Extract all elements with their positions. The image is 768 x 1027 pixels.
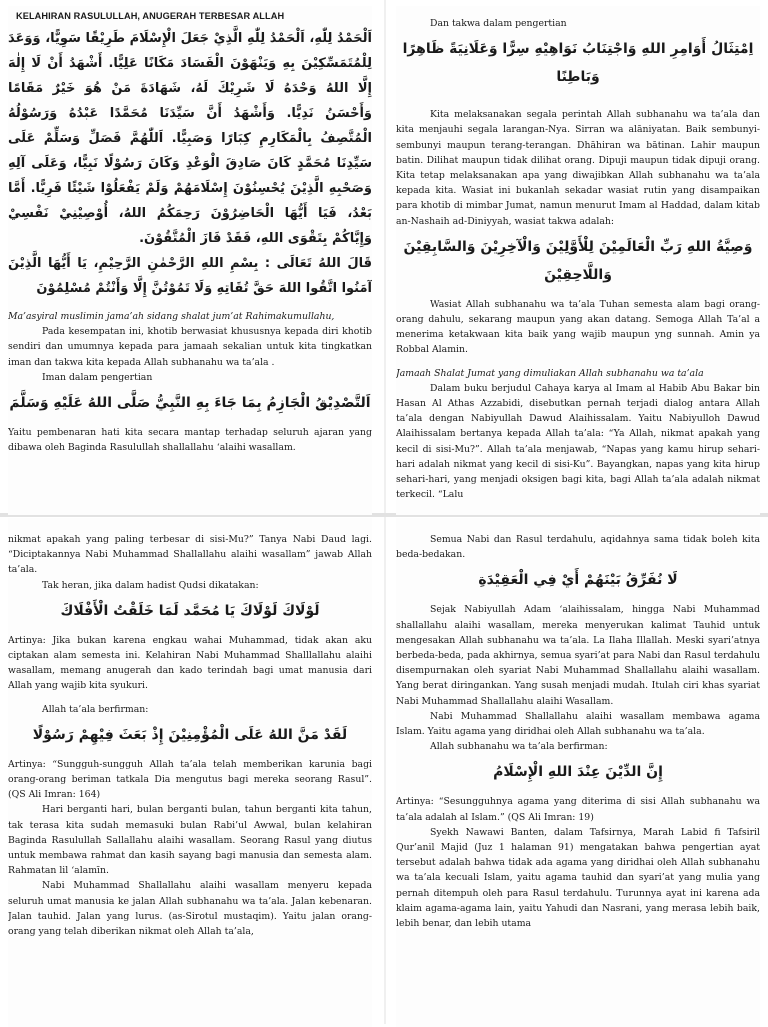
paragraph: Nabi Muhammad Shallallahu alaihi wasallam menyeru kepada seluruh umat manusia ke jalan Allah subhanahu wa ta’ala. Jalan kebenaran. Jalan tauhid. Jalan yang lurus. (as-Sirotul mustaqim). Yaitu jalan orang-orang yang telah diberikan nikmat oleh Allah ta’ala, bbox=[8, 880, 372, 938]
allah-berfirman-label: Allah ta’ala berfirman: bbox=[42, 703, 149, 715]
arabic-verse: إِنَّ الدِّيْنَ عِنْدَ اللهِ الْإِسْلَامُ bbox=[493, 764, 663, 781]
paragraph: Kita melaksanakan segala perintah Allah subhanahu wa ta’ala dan kita menjauhi segala larangan-Nya. Sirran wa alāniyatan. Baik sembunyi-sembunyi maupun terang-terangan. Dhāhiran wa bātinan. Lahir maupun batin. Dilihat maupun tidak dilihat orang. Dipuji maupun tidak dipuji orang. Kita tetap melaksanakan apa yang diwajibkan Allah subhanahu wa ta’ala kepada kita. Wasiat ini bukanlah sekadar wasiat rutin yang disampaikan para khotib di mimbar Jumat, namun menurut Imam al Haddad, dalam kitab an-Nashaih ad-Diniyyah, wasiat takwa adalah: bbox=[396, 109, 760, 227]
paragraph: Artinya: Jika bukan karena engkau wahai Muhammad, tidak akan aku ciptakan alam semesta ini. Kelahiran Nabi Muhammad Shalllallahu alaihi wasallam, memang anugerah dan kado terindah bagi umat manusia dari Allah yang wajib kita syukuri. bbox=[8, 634, 372, 692]
arabic-verse: قَالَ اللهُ تَعَالَى : بِسْمِ اللهِ الرَّحْمٰنِ الرَّحِيْمِ، يَا أَيُّهَا الَّذِيْنَ آمَنُوا اتَّقُوا اللهَ حَقَّ تُقَاتِهِ وَلَا تَمُوْتُنَّ إِلَّا وَأَنْتُمْ مُسْلِمُوْنَ bbox=[8, 256, 372, 296]
arabic-wasiat: وَصِيَّةُ اللهِ رَبِّ الْعَالَمِيْنَ لِلْأَوَّلِيْنَ وَالْآخِرِيْنَ وَالسَّابِقِيْنَ وَاللَّاحِقِيْنَ bbox=[403, 238, 753, 283]
arabic-verse: لَقَدْ مَنَّ اللهُ عَلَى الْمُؤْمِنِيْنَ إِذْ بَعَثَ فِيْهِمْ رَسُوْلًا bbox=[32, 726, 348, 743]
page-3 bbox=[8, 518, 372, 1027]
document-title: KELAHIRAN RASULULLAH, ANUGERAH TERBESAR ALLAH bbox=[16, 11, 285, 21]
page-1 bbox=[8, 6, 372, 515]
qudsi-label: Tak heran, jika dalam hadist Qudsi dikatakan: bbox=[42, 579, 259, 591]
paragraph: Artinya: “Sesungguhnya agama yang diterima di sisi Allah subhanahu wa ta’ala adalah al Islam.” (QS Ali Imran: 19) bbox=[396, 796, 760, 823]
section-heading: Jamaah Shalat Jumat yang dimuliakan Allah subhanahu wa ta’ala bbox=[396, 367, 704, 379]
paragraph: Dalam buku berjudul Cahaya karya al Imam al Habib Abu Bakar bin Hasan Al Athas Azzabidi, disebutkan pernah terjadi dialog antara Allah ta’ala dengan Nabiyullah Dawud Alaihissalam. Yaitu Nabiyulloh Dawud Alaihissalam bertanya kepada Allah ta’ala: “Ya Allah, nikmat apakah yang kecil di sisi-Mu?”. Allah ta’ala menjawab, “Napas yang kamu hirup sehari-hari adalah nikmat yang kecil di sisi-Ku”. Bayangkan, napas yang kita hirup sehari-hari, yang menjadi oksigen bagi kita, bagi Allah ta’ala adalah nikmat terkecil. “Lalu bbox=[396, 382, 760, 501]
arabic-iman: اَلتَّصْدِيْقُ الْجَازِمُ بِمَا جَاءَ بِهِ النَّبِيُّ صَلَّى اللهُ عَلَيْهِ وَسَلَّمَ bbox=[9, 395, 371, 412]
allah-berfirman-label: Allah subhanahu wa ta’ala berfirman: bbox=[430, 741, 608, 753]
paragraph: Semua Nabi dan Rasul terdahulu, aqidahnya sama tidak boleh kita beda-bedakan. bbox=[396, 534, 760, 561]
paragraph: Syekh Nawawi Banten, dalam Tafsirnya, Marah Labid fi Tafsiril Qur’anil Majid (Juz 1 halaman 91) mengatakan bahwa pengertian ayat tersebut adalah bahwa tidak ada agama yang diridhai oleh Allah subhanahu wa ta’ala kecuali Islam, yaitu agama tauhid dan syari’at yang mulia yang pernah ditempuh oleh para Rasul terdahulu. Turunnya ayat ini karena ada klaim agama-agama lain, yaitu Yahudi dan Nasrani, yang merasa lebih baik, lebih benar, dan lebih utama bbox=[396, 826, 760, 930]
arabic-line: لَا نُفَرِّقُ بَيْنَهُمْ أَيْ فِي الْعَقِيْدَةِ bbox=[478, 572, 678, 589]
takwa-label: Dan takwa dalam pengertian bbox=[430, 18, 567, 29]
paragraph: Nabi Muhammad Shallallahu alaihi wasallam membawa agama Islam. Yaitu agama yang diridhai oleh Allah subhanahu wa ta’ala. bbox=[396, 710, 760, 738]
paragraph: Wasiat Allah subhanahu wa ta’ala Tuhan semesta alam bagi orang-orang dahulu, sekarang maupun yang akan datang. Semoga Allah Ta’al a menerima ketakwaan kita baik yang wajib maupun yng sunnah. Amin ya Robbal Alamin. bbox=[396, 298, 760, 356]
arabic-takwa: اِمْتِثَالُ أَوَامِرِ اللهِ وَاجْتِنَابُ نَوَاهِيْهِ سِرًّا وَعَلَانِيَةً ظَاهِرًا وَبَاطِنًا bbox=[402, 41, 754, 86]
arabic-qudsi: لَوْلَاكَ لَوْلَاكَ يَا مُحَمَّد لَمَا خَلَقْتُ الْأَفْلَاكَ bbox=[60, 602, 320, 619]
paragraph: nikmat apakah yang paling terbesar di sisi-Mu?” Tanya Nabi Daud lagi. “Diciptakannya Nabi Muhammad Shallallahu alaihi wasallam” jawab Allah ta’ala. bbox=[8, 534, 372, 576]
page-2 bbox=[396, 6, 760, 515]
center-gutter bbox=[384, 0, 386, 1024]
paragraph: Yaitu pembenaran hati kita secara mantap terhadap seluruh ajaran yang dibawa oleh Baginda Rasulullah shallallahu ‘alaihi wasallam. bbox=[8, 427, 372, 454]
paragraph: Sejak Nabiyullah Adam ‘alaihissalam, hingga Nabi Muhammad shallallahu alaihi wasallam, mereka menyerukan kalimat Tauhid untuk mengesakan Allah subhanahu wa ta’ala. La Ilaha Illallah. Meski syari’atnya berbeda-beda, pada akhirnya, semua syari’at para Nabi dan Rasul terdahulu disempurnakan oleh syariat Nabi Muhammad Shallallahu alaihi wasallam. Yang berat diringankan. Yang susah menjadi mudah. Itulah ciri khas syariat Nabi Muhammad Shallallahu alaihi Wasallam. bbox=[396, 604, 760, 707]
greeting: Ma’asyiral muslimin jama’ah sidang shalat jum’at Rahimakumullahu, bbox=[8, 311, 335, 322]
paragraph: Pada kesempatan ini, khotib berwasiat khususnya kepada diri khotib sendiri dan umumnya kepada para jamaah sekalian untuk kita tingkatkan iman dan takwa kita kepada Allah subhanahu wa ta’ala . bbox=[8, 326, 372, 368]
paragraph: Hari berganti hari, bulan berganti bulan, tahun berganti kita tahun, tak terasa kita sudah memasuki bulan Rabi’ul Awwal, bulan kelahiran Baginda Rasulullah Sallallahu alaihi wasallam. Seorang Rasul yang diutus untuk membawa rahmat dan kasih sayang bagi manusia dan semesta alam. Rahmatan lil ‘alamīn. bbox=[8, 804, 372, 877]
iman-label: Iman dalam pengertian bbox=[42, 371, 153, 383]
page-4 bbox=[396, 518, 760, 1027]
arabic-opening: اَلْحَمْدُ لِلّٰهِ، اَلْحَمْدُ لِلّٰهِ الَّذِيْ جَعَلَ الْإِسْلَامَ طَرِيْقًا سَوِيًّا، وَوَعَدَ لِلْمُتَمَسِّكِيْنَ بِهِ وَيَنْهَوْنَ الْفَسَادَ مَكَانًا عَلِيًّا. أَشْهَدُ أَنْ لَا إِلٰهَ إِلَّا اللهُ وَحْدَهُ لَا شَرِيْكَ لَهُ، شَهَادَةَ مَنْ هُوَ خَيْرٌ مَقَامًا وَأَحْسَنُ نَدِيًّا. وَأَشْهَدُ أَنَّ سَيِّدَنَا مُحَمَّدًا عَبْدُهُ وَرَسُوْلُهُ الْمُتَّصِفُ بِالْمَكَارِمِ كِبَارًا وَصَبِيًّا. اَللّٰهُمَّ فَصَلِّ وَسَلِّمْ عَلَى سَيِّدِنَا مُحَمَّدٍ كَانَ صَادِقَ الْوَعْدِ وَكَانَ رَسُوْلًا نَبِيًّا، وَعَلَى آلِهِ وَصَحْبِهِ الَّذِيْنَ يُحْسِنُوْنَ إِسْلَامَهُمْ وَلَمْ يَفْعَلُوْا شَيْئًا فَرِيًّا. أَمَّا بَعْدُ، فَيَا أَيُّهَا الْحَاضِرُوْنَ رَحِمَكُمُ اللهُ، أُوْصِيْنِيْ نَفْسِيْ وَإِيَّاكُمْ بِتَقْوَى اللهِ، فَقَدْ فَازَ الْمُتَّقُوْنَ. bbox=[8, 31, 372, 246]
paragraph: Artinya: “Sungguh-sungguh Allah ta’ala telah memberikan karunia bagi orang-orang beriman tatkala Dia mengutus bagi mereka seorang Rasul”. (QS Ali Imran: 164) bbox=[8, 758, 372, 801]
